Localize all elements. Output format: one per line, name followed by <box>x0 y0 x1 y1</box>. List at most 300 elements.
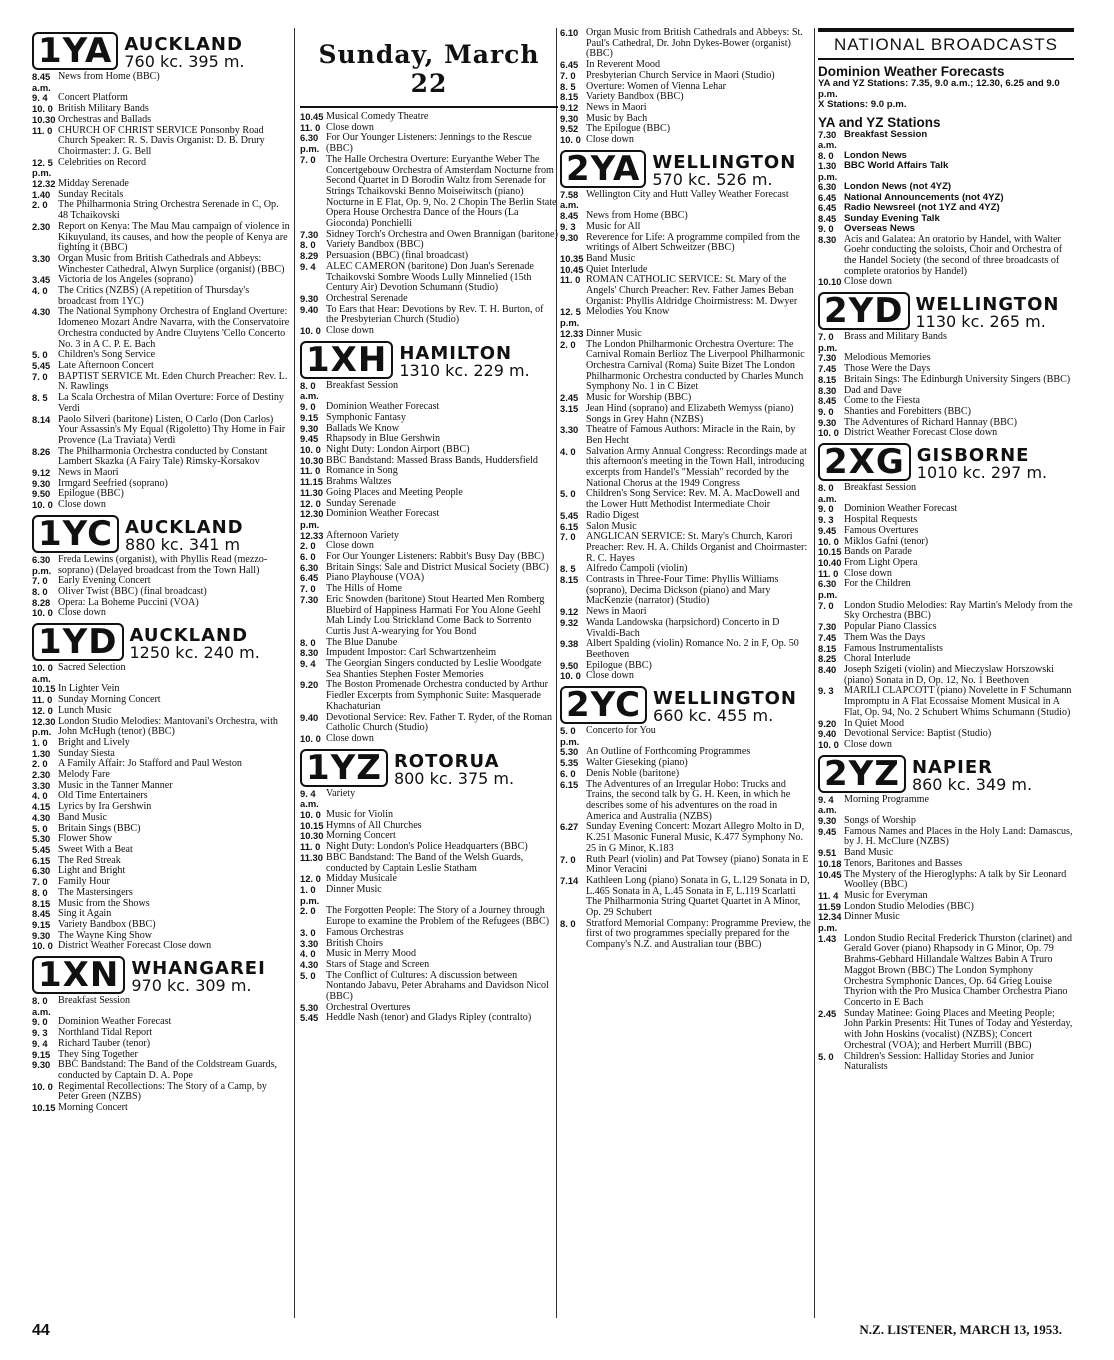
programme-time: 1.43 <box>818 932 837 944</box>
programme-item <box>818 633 1074 644</box>
programme-time: 9. 4 <box>300 260 316 272</box>
programme-desc: Heddle Nash (tenor) and Gladys Ripley (contralto) <box>326 1012 532 1024</box>
programme-time: 3.30 <box>300 937 319 949</box>
programme-time: 12.32 <box>32 178 56 190</box>
programme-desc: BBC Bandstand: Massed Brass Bands, Huddersfield <box>326 454 538 466</box>
programme-item <box>32 158 290 179</box>
programme-time: 9.12 <box>32 467 51 479</box>
programme-time: 4. 0 <box>300 948 316 960</box>
programme-item <box>32 222 290 254</box>
programme-time: 4. 0 <box>32 285 48 297</box>
programme-desc: Dominion Weather Forecast <box>326 508 440 520</box>
programme-time: 8.30 <box>818 233 837 245</box>
programme-time: 7.58 a.m. <box>560 188 579 211</box>
station-city: AUCKLAND <box>125 516 244 538</box>
programme-desc: Close down <box>586 670 634 682</box>
programme-time: 9. 4 <box>32 1037 48 1049</box>
station-header <box>300 341 558 379</box>
programme-desc: Overture: Women of Vienna Lehar <box>586 80 727 92</box>
programme-time: 10. 0 <box>32 499 53 511</box>
programme-list <box>32 555 290 619</box>
programme-time: 9.38 <box>560 638 579 650</box>
programme-list <box>560 28 812 146</box>
programme-item <box>560 822 812 854</box>
programme-time: 6.30 <box>300 561 319 573</box>
programme-time: 10. 0 <box>300 443 321 455</box>
programme-item <box>32 286 290 307</box>
programme-desc: The Blue Danube <box>326 636 398 648</box>
programme-time: 8. 0 <box>32 585 48 597</box>
station-info <box>131 960 265 994</box>
programme-time: 6. 0 <box>560 767 576 779</box>
station-frequency: 800 kc. 375 m. <box>393 768 515 788</box>
station-city: AUCKLAND <box>124 34 243 55</box>
programme-time: 8.45 a.m. <box>32 71 51 93</box>
station-info <box>917 447 1047 481</box>
programme-desc: Old Time Entertainers <box>58 790 148 802</box>
programme-desc: District Weather Forecast Close down <box>844 427 998 439</box>
programme-desc: London Studio Melodies: Ray Martin's Melody from the Sky Orchestra (BBC) <box>844 599 1073 622</box>
station-block <box>818 755 1074 1073</box>
programme-item <box>560 780 812 823</box>
programme-time: 9.40 <box>300 711 319 723</box>
programme-desc: Kathleen Long (piano) Sonata in G, L.129 Sonata in D, L.465 Sonata in A, L.45 Sonata in F, L.119 Scarlatti The Philharmonia String Quartet Quartet in A Minor, Op. 29 Schubert <box>586 874 810 919</box>
programme-desc: Devotional Service: Baptist (Studio) <box>844 728 992 740</box>
programme-item <box>818 277 1074 288</box>
programme-time: 8.45 <box>32 908 51 920</box>
programme-time: 1.40 <box>32 188 51 200</box>
programme-time: 7. 0 <box>300 153 316 165</box>
programme-list <box>32 996 290 1114</box>
station-city: WELLINGTON <box>653 688 797 710</box>
programme-desc: In Quiet Mood <box>844 717 904 729</box>
programme-time: 9.30 <box>818 815 837 827</box>
station-city: NAPIER <box>911 756 993 778</box>
station-info <box>399 342 530 380</box>
programme-time: 8.25 <box>818 653 837 665</box>
programme-desc: Close down <box>58 607 106 619</box>
programme-time: 9.30 <box>32 929 51 941</box>
programme-time: 9.30 <box>32 1059 51 1071</box>
column-3 <box>560 28 812 1318</box>
programme-time: 9. 4 a.m. <box>818 793 837 816</box>
programme-list <box>818 795 1074 1073</box>
programme-time: 12. 0 <box>300 873 321 885</box>
programme-item <box>818 934 1074 1009</box>
programme-time: 8. 0 a.m. <box>300 379 319 402</box>
programme-desc: Night Duty: London's Police Headquarters (BBC) <box>326 841 528 853</box>
programme-desc: Organ Music from British Cathedrals and Abbeys: Winchester Cathedral, Alwyn Surplice (organist) (BBC) <box>58 252 285 275</box>
programme-desc: Music in the Tanner Manner <box>58 779 173 791</box>
programme-item <box>32 115 290 126</box>
programme-desc: Melodious Memories <box>844 352 931 364</box>
programme-time: 12.34 p.m. <box>818 911 842 934</box>
programme-time: 11. 0 <box>300 465 321 477</box>
programme-time: 8. 0 <box>560 917 576 929</box>
programme-time: 3.30 <box>32 779 51 791</box>
programme-desc: News from Home (BBC) <box>586 210 688 222</box>
programme-desc: Impudent Impostor: Carl Schwartzenheim <box>326 647 497 659</box>
programme-desc: ROMAN CATHOLIC SERVICE: St. Mary of the Angels' Church Preacher: Rev. Father James Beban Organist: Phyllis Aldridge Choirmistress: M. Dwyer <box>586 274 798 307</box>
programme-desc: Close down <box>586 134 634 146</box>
programme-time: 6.30 p.m. <box>818 578 838 601</box>
programme-desc: A Family Affair: Jo Stafford and Paul Weston <box>58 758 242 770</box>
ya-item-time: 6.45 <box>818 191 837 203</box>
programme-item <box>818 912 1074 933</box>
programme-item <box>818 686 1074 718</box>
programme-time: 10. 0 <box>818 427 839 439</box>
station-callsign: 2YA <box>560 150 646 188</box>
ya-item-time: 6.45 <box>818 202 837 213</box>
programme-item <box>300 713 558 734</box>
programme-time: 9.40 <box>300 303 319 315</box>
programme-desc: Sacred Selection <box>58 662 126 674</box>
programme-time: 11.30 <box>300 486 323 498</box>
station-block <box>32 515 290 619</box>
programme-item <box>32 1103 290 1114</box>
programme-item <box>818 740 1074 751</box>
programme-time: 6.27 <box>560 821 579 833</box>
programme-desc: Joseph Szigeti (violin) and Mieczyslaw Horszowski (piano) Sonata in D, Op. 12, No. 1 Beethoven <box>844 664 1054 686</box>
programme-item <box>32 307 290 350</box>
programme-time: 8.29 <box>300 250 319 262</box>
programme-desc: Quiet Interlude <box>586 263 648 275</box>
programme-item <box>300 1013 558 1024</box>
programme-item <box>818 375 1074 386</box>
ya-item-time: 8. 0 <box>818 149 834 161</box>
programme-time: 10.45 <box>560 263 584 275</box>
programme-desc: Music for Violin <box>326 809 394 821</box>
programme-item <box>560 855 812 876</box>
programme-desc: Sweet With a Beat <box>58 844 133 855</box>
programme-desc: Alfredo Campoli (violin) <box>586 563 688 575</box>
programme-desc: The Mystery of the Hieroglyphs: A talk by Sir Leonard Woolley (BBC) <box>844 868 1067 891</box>
ya-item <box>818 224 1074 235</box>
programme-time: 10.15 <box>32 1102 56 1114</box>
programme-time: 9.12 <box>560 606 579 618</box>
programme-time: 5.45 <box>32 359 51 371</box>
station-block <box>818 292 1074 439</box>
programme-desc: The Georgian Singers conducted by Leslie Woodgate Sea Shanties Stephen Foster Memories <box>326 658 542 680</box>
programme-time: 9. 4 <box>32 92 48 104</box>
programme-item <box>560 71 812 82</box>
programme-item <box>32 663 290 684</box>
programme-desc: Choral Interlude <box>844 653 911 665</box>
programme-desc: Salvation Army Annual Congress: Recordings made at this afternoon's meeting in the Town Hall, introducing excerpts from Handel's "Messiah" recorded by the National Chorus at the 1949 Congress <box>586 445 807 489</box>
programme-desc: The Philharmonia Orchestra conducted by Constant Lambert Skazka (A Fairy Tale) Rimsky-Korsakov <box>58 445 268 468</box>
station-header <box>300 749 558 787</box>
programme-desc: The Boston Promenade Orchestra conducted by Arthur Fiedler Excerpts from Symphonic Suite: Masquerade Khachaturian <box>326 679 549 712</box>
programme-desc: Dominion Weather Forecast <box>844 503 958 515</box>
programme-item <box>32 447 290 468</box>
programme-time: 7. 0 <box>32 370 48 382</box>
ya-item-desc: National Announcements (not 4YZ) <box>844 191 1004 203</box>
programme-time: 9. 3 <box>818 514 834 526</box>
programme-item <box>32 72 290 93</box>
programme-time: 8.26 <box>32 445 51 457</box>
programme-desc: Dinner Music <box>844 911 900 923</box>
programme-desc: Children's Song Service: Rev. M. A. MacDowell and the Lower Hutt Methodist Intermediate Choir <box>586 488 800 511</box>
programme-time: 12.33 <box>560 327 584 339</box>
programme-time: 9.15 <box>32 1048 51 1060</box>
programme-desc: Night Duty: London Airport (BBC) <box>326 443 470 455</box>
station-header <box>818 755 1074 793</box>
programme-desc: Sing it Again <box>58 908 112 920</box>
programme-time: 7.30 <box>300 228 319 240</box>
station-block <box>818 443 1074 751</box>
programme-item <box>300 488 558 499</box>
programme-desc: Concert Platform <box>58 92 128 104</box>
programme-time: 11. 4 <box>818 889 839 901</box>
programme-item <box>818 332 1074 353</box>
programme-time: 9.51 <box>818 847 837 859</box>
station-info <box>916 296 1060 330</box>
programme-item <box>300 305 558 326</box>
programme-desc: Variety <box>326 787 356 799</box>
programme-desc: London Studio Melodies: Mantovani's Orchestra, with John McHugh (tenor) (BBC) <box>58 715 278 738</box>
programme-desc: They Sing Together <box>58 1048 138 1060</box>
programme-time: 10.40 <box>818 556 842 568</box>
programme-time: 10. 0 <box>32 103 53 115</box>
programme-desc: Freda Lewins (organist), with Phyllis Read (mezzo-soprano) (Delayed broadcast from the Town Hall) <box>58 553 268 576</box>
programme-desc: Close down <box>326 540 374 552</box>
station-callsign: 1XH <box>300 341 393 379</box>
programme-item <box>300 326 558 337</box>
programme-desc: The London Philharmonic Orchestra Overture: The Carnival Romain Berlioz The Liverpool Philharmonic Orchestra Carnival (Roma) Suite Bizet The London Philharmonic Orchestra conducted by Charles Munch Symphony No. 1 in C Bizet <box>586 338 805 393</box>
programme-desc: Popular Piano Classics <box>844 621 937 633</box>
programme-time: 10.15 <box>818 546 842 558</box>
programme-item <box>560 222 812 233</box>
programme-desc: Come to the Fiesta <box>844 395 920 407</box>
programme-item <box>818 1009 1074 1052</box>
ya-item-time: 8.45 <box>818 212 837 224</box>
programme-desc: Close down <box>844 567 892 579</box>
ya-item-time: 7.30 a.m. <box>818 128 837 150</box>
programme-time: 10. 0 <box>300 325 321 337</box>
programme-time: 7. 0 <box>560 853 576 865</box>
programme-time: 2.45 <box>818 1007 837 1019</box>
programme-desc: Paolo Silveri (baritone) Listen, O Carlo (Don Carlos) Your Assassin's My Equal (Rigoletto) Thy Home in Fair Provence (La Traviata) Verdi <box>58 413 286 446</box>
programme-time: 9.40 <box>818 728 837 740</box>
programme-desc: Radio Digest <box>586 509 639 521</box>
programme-time: 12. 0 <box>300 497 321 509</box>
programme-list <box>560 726 812 951</box>
programme-time: 8. 5 <box>560 563 576 575</box>
programme-desc: CHURCH OF CHRIST SERVICE Ponsonby Road Church Speaker: R. S. Davis Organist: D. B. Drury Choirmaster: J. G. Bell <box>58 124 265 157</box>
ya-item-desc: BBC World Affairs Talk <box>844 160 949 171</box>
programme-desc: An Outline of Forthcoming Programmes <box>586 746 751 758</box>
programme-desc: ANGLICAN SERVICE: St. Mary's Church, Karori Preacher: Rev. H. A. Childs Organist and Choirmaster: R. C. Hayes <box>586 531 808 564</box>
programme-time: 2.30 <box>32 220 51 232</box>
programme-desc: The Epilogue (BBC) <box>586 123 671 135</box>
programme-desc: For the Children <box>844 578 911 590</box>
programme-desc: Hospital Requests <box>844 514 918 526</box>
programme-desc: Close down <box>58 499 106 511</box>
station-header <box>560 686 812 724</box>
programme-desc: Contrasts in Three-Four Time: Phyllis Williams (soprano), Decima Dickson (piano) and Mary MacKenzie (narrator) (Studio) <box>586 574 779 607</box>
programme-item <box>560 447 812 490</box>
programme-desc: Persuasion (BBC) (final broadcast) <box>326 250 469 262</box>
programme-time: 11.30 <box>300 851 323 863</box>
programme-time: 2. 0 <box>560 338 576 350</box>
programme-time: 9. 0 <box>818 503 834 515</box>
programme-desc: Variety Bandbox (BBC) <box>586 91 684 103</box>
programme-time: 10. 0 a.m. <box>32 662 53 684</box>
programme-time: 10.45 <box>818 868 842 880</box>
programme-item <box>300 262 558 294</box>
programme-time: 9. 3 <box>560 220 576 232</box>
programme-item <box>560 404 812 425</box>
programme-desc: Midday Serenade <box>58 178 129 190</box>
programme-time: 8. 0 <box>300 636 316 648</box>
programme-time: 8. 0 a.m. <box>818 482 837 504</box>
programme-time: 12. 5 p.m. <box>32 156 53 179</box>
programme-desc: Orchestral Overtures <box>326 1001 411 1013</box>
programme-item <box>32 1060 290 1081</box>
programme-time: 9. 0 <box>32 1016 48 1028</box>
programme-desc: Salon Music <box>586 520 637 532</box>
programme-time: 10.15 <box>32 683 56 695</box>
programme-item <box>818 526 1074 537</box>
programme-desc: The Hills of Home <box>326 583 402 595</box>
programme-desc: Oliver Twist (BBC) (final broadcast) <box>58 585 207 597</box>
programme-desc: Morning Concert <box>58 1102 128 1114</box>
programme-item <box>32 200 290 221</box>
programme-time: 5. 0 <box>32 822 48 834</box>
programme-desc: Jean Hind (soprano) and Elizabeth Wemyss (piano) Songs in Grey Hahn (NZBS) <box>586 402 794 425</box>
programme-desc: Close down <box>326 325 374 337</box>
programme-desc: Sunday Matinee: Going Places and Meeting People; John Parkin Presents: Hit Tunes of Today and Yesterday, with John Hoskins (vocalist) (NZBS); Concert Orchestral (VOA); and Herbert Murrill (BBC) <box>844 1007 1073 1051</box>
programme-time: 9.30 <box>818 416 837 428</box>
programme-time: 10. 0 <box>32 607 53 619</box>
programme-time: 6.30 <box>32 865 51 877</box>
station-city: WHANGAREI <box>131 958 266 980</box>
programme-time: 10. 0 <box>32 1080 53 1092</box>
programme-time: 10.35 <box>560 252 584 264</box>
programme-desc: Close down <box>844 276 892 288</box>
station-block <box>32 623 290 952</box>
programme-time: 7.30 <box>818 352 837 364</box>
programme-desc: Report on Kenya: The Mau Mau campaign of violence in Kikuyuland, its causes, and how the people of Kenya are fighting it (BBC) <box>58 220 290 254</box>
programme-item <box>300 734 558 745</box>
programme-time: 4. 0 <box>32 790 48 802</box>
station-city: HAMILTON <box>399 342 513 364</box>
programme-item <box>300 885 558 906</box>
programme-time: 10.15 <box>300 819 324 831</box>
programme-desc: Miklos Gafni (tenor) <box>844 535 929 547</box>
programme-time: 8.15 <box>560 91 579 103</box>
station-callsign: 2XG <box>818 443 911 481</box>
programme-time: 8. 5 <box>560 80 576 92</box>
ya-item <box>818 182 1074 193</box>
programme-item <box>300 789 558 810</box>
programme-desc: Wellington City and Hutt Valley Weather Forecast <box>586 188 789 200</box>
station-header <box>818 443 1074 481</box>
programme-time: 9. 4 <box>300 658 316 670</box>
programme-desc: ALEC CAMERON (baritone) Don Juan's Serenade Tchaikovski Sombre Woods Lully Minnelied (15th Century Air) Devotion Schumann (Studio) <box>326 260 534 294</box>
programme-time: 5.30 <box>300 1001 319 1013</box>
station-frequency: 570 kc. 526 m. <box>652 169 773 189</box>
programme-time: 9. 3 <box>32 1027 48 1039</box>
programme-desc: Dinner Music <box>326 884 382 895</box>
weather-line-2: X Stations: 9.0 p.m. <box>818 99 907 110</box>
programme-time: 6.15 <box>560 520 579 532</box>
programme-desc: Sunday Recitals <box>58 188 124 200</box>
programme-desc: Band Music <box>844 847 894 859</box>
programme-list <box>32 663 290 952</box>
programme-desc: Walter Gieseking (piano) <box>586 757 688 769</box>
programme-time: 8.15 <box>560 574 579 586</box>
programme-item <box>300 906 558 927</box>
programme-time: 9.20 <box>300 679 319 691</box>
programme-time: 12. 5 p.m. <box>560 306 581 329</box>
programme-desc: Late Afternoon Concert <box>58 359 154 371</box>
programme-list <box>818 483 1074 751</box>
programme-desc: Orchestral Serenade <box>326 292 408 304</box>
programme-desc: Acis and Galatea: An oratorio by Handel, with Walter Goehr conducting the soloists, Choir and Orchestra of the Handel Society (the second of three broadcasts of complete oratorios by Handel) <box>844 233 1063 277</box>
programme-item <box>560 876 812 919</box>
station-city: WELLINGTON <box>915 294 1060 316</box>
programme-time: 4.30 <box>300 958 319 970</box>
programme-time: 11. 0 <box>32 694 53 706</box>
programme-desc: Shanties and Forebitters (BBC) <box>844 405 971 417</box>
programme-desc: The Red Streak <box>58 854 121 866</box>
programme-time: 8. 5 <box>32 392 48 404</box>
programme-desc: BBC Bandstand: The Band of the Coldstream Guards, conducted by Captain D. A. Pope <box>58 1059 278 1081</box>
programme-time: 12.30 p.m. <box>300 508 324 530</box>
programme-desc: Theatre of Famous Authors: Miracle in the Rain, by Ben Hecht <box>586 424 796 446</box>
programme-desc: Lunch Music <box>58 704 112 716</box>
programme-desc: Orchestras and Ballads <box>58 113 152 125</box>
programme-time: 9.15 <box>32 918 51 930</box>
programme-time: 6.45 <box>300 572 319 584</box>
programme-desc: Afternoon Variety <box>326 529 399 541</box>
station-header <box>560 150 812 188</box>
programme-time: 9.50 <box>32 488 51 500</box>
programme-desc: Opera: La Boheme Puccini (VOA) <box>58 596 199 608</box>
programme-desc: London Studio Melodies (BBC) <box>844 900 974 912</box>
station-info <box>393 750 515 788</box>
programme-time: 5.45 <box>560 509 579 521</box>
ya-item <box>818 130 1074 151</box>
programme-item <box>300 381 558 402</box>
programme-item <box>560 726 812 747</box>
programme-time: 9. 0 <box>300 401 316 413</box>
programme-desc: Victoria de los Angeles (soprano) <box>58 274 194 286</box>
programme-desc: The Wayne King Show <box>58 929 153 941</box>
programme-desc: Midday Musicale <box>326 873 397 885</box>
programme-time: 11. 0 <box>300 121 321 133</box>
ya-item-desc: London News <box>844 149 907 161</box>
programme-desc: The Adventures of Richard Hannay (BBC) <box>844 416 1017 428</box>
station-frequency: 1010 kc. 297 m. <box>916 463 1048 483</box>
programme-desc: Albert Spalding (violin) Romance No. 2 in F, Op. 50 Beethoven <box>586 638 799 660</box>
programme-desc: Flower Show <box>58 833 113 845</box>
programme-time: 11. 0 <box>32 124 53 136</box>
programme-time: 7. 0 p.m. <box>818 331 838 353</box>
programme-time: 3.15 <box>560 402 579 414</box>
ya-item-desc: London News (not 4YZ) <box>844 181 952 192</box>
programme-time: 2.45 <box>560 392 579 404</box>
programme-desc: Tenors, Baritones and Basses <box>844 857 963 869</box>
programme-time: 7. 0 <box>560 531 576 543</box>
programme-item <box>32 1082 290 1103</box>
programme-time: 5. 0 <box>32 349 48 361</box>
station-city: AUCKLAND <box>129 625 249 647</box>
programme-desc: Stratford Memorial Company: Programme Preview, the first of two programmes specially prepared for the Company's N.Z. and Australian tour (BBC) <box>586 917 811 951</box>
programme-time: 8.45 <box>818 395 837 407</box>
programme-desc: Melodies You Know <box>586 306 670 318</box>
